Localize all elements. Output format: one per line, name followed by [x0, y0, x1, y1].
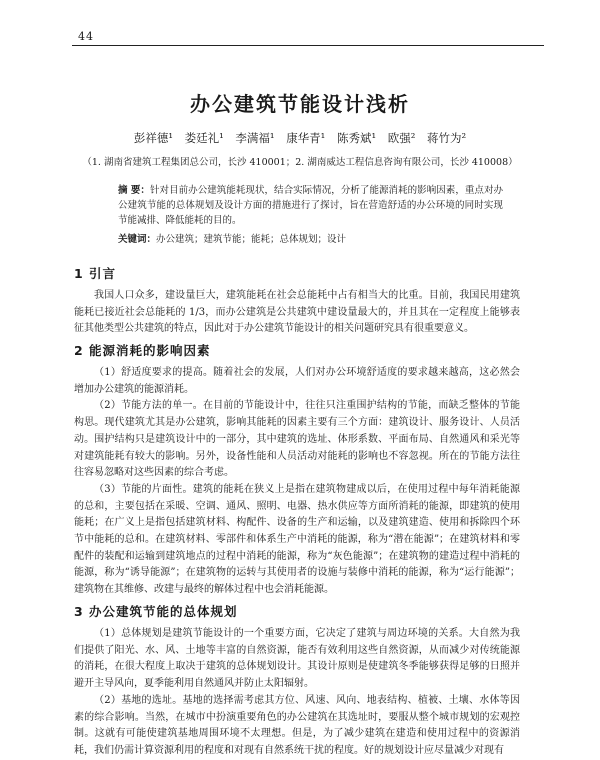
abstract-text: 针对目前办公建筑能耗现状，结合实际情况，分析了能源消耗的影响因素，重点对办公建筑节能的总体规划及设计方面的措施进行了探讨，旨在营造舒适的办公环境的同时实现节能减排、降低能耗的目的。	[118, 185, 503, 226]
affiliation: （1. 湖南省建筑工程集团总公司，长沙 410001；2. 湖南威达工程信息咨询有限公司，长沙 410008）	[82, 157, 518, 168]
author: 欧强²	[387, 131, 416, 145]
keywords	[118, 232, 503, 247]
keywords-label: 关键词：	[118, 234, 157, 245]
section-heading: 1 引言	[74, 266, 117, 281]
abstract	[118, 183, 503, 228]
author: 娄廷礼¹	[184, 131, 224, 145]
paper-title: 办公建筑节能设计浅析	[190, 92, 410, 116]
paragraph: （1）舒适度要求的提高。随着社会的发展，人们对办公环境舒适度的要求越来越高，这必然会增加办公建筑的能源消耗。	[74, 367, 520, 395]
paragraph: （1）总体规划是建筑节能设计的一个重要方面，它决定了建筑与周边环境的关系。大自然为我们提供了阳光、水、风、土地等丰富的自然资源，能否有效利用这些自然资源，从而减少对传统能源的消耗，在很大程度上取决于建筑的总体规划设计。其设计原则是使建筑冬季能够获得足够的日照并避开主导风向，夏季能利用自然通风并防止太阳辐射。	[74, 628, 520, 690]
section-overall-planning	[74, 602, 520, 760]
header-rule	[72, 45, 544, 46]
paragraph: （2）节能方法的单一。在目前的节能设计中，往往只注重围护结构的节能，而缺乏整体的节能构思。现代建筑尤其是办公建筑，影响其能耗的因素主要有三个方面：建筑设计、服务设计、人员活动。围护结构只是建筑设计中的一部分，其中建筑的选址、体形系数、平面布局、自然通风和采光等对建筑能耗有较大的影响。另外，设备性能和人员活动对能耗的影响也不容忽视。所在的节能方法往往容易忽略对这些因素的综合考虑。	[74, 400, 520, 479]
paragraph: （3）节能的片面性。建筑的能耗在狭义上是指在建筑物建成以后，在使用过程中每年消耗能源的总和，主要包括在采暖、空调、通风、照明、电器、热水供应等方面所消耗的能源，即建筑的使用能耗；在广义上是指包括建筑材料、构配件、设备的生产和运输，以及建筑建造、使用和拆除四个环节中能耗的总和。在建筑材料、零部件和体系生产中消耗的能源，称为“潜在能源”；在建筑材料和零配件的装配和运输到建筑地点的过程中消耗的能源，称为“灰色能源”；在建筑物的建造过程中消耗的能源，称为“诱导能源”；在建筑物的运转与其使用者的设施与装修中消耗的能源，称为“运行能源”；建筑物在其维修、改建与最终的解体过程中也会消耗能源。	[74, 483, 520, 596]
author: 彭祥德¹	[133, 131, 173, 145]
keywords-text: 办公建筑；建筑节能；能耗；总体规划；设计	[156, 234, 347, 245]
paragraph: 我国人口众多，建设量巨大，建筑能耗在社会总能耗中占有相当大的比重。目前，我国民用建筑能耗已接近社会总能耗的 1/3，而办公建筑是公共建筑中建设量最大的，并且其在一定程度上能够表征其他类型公共建筑的特点，因此对于办公建筑节能设计的相关问题研究具有很重要意义。	[74, 290, 520, 335]
abstract-label: 摘 要：	[118, 185, 150, 196]
author: 康华青¹	[286, 131, 326, 145]
author: 李满福¹	[235, 131, 275, 145]
author: 蒋竹为²	[427, 131, 467, 145]
section-energy-factors	[74, 341, 520, 599]
author-list	[0, 130, 600, 146]
section-heading: 2 能源消耗的影响因素	[74, 343, 211, 358]
paragraph: （2）基地的选址。基地的选择需考虑其方位、风速、风向、地表结构、植被、土壤、水体等因素的综合影响。当然，在城市中扮演重要角色的办公建筑在其选址时，要服从整个城市规划的宏观控制。这就有可能使建筑基地周围环境不太理想。但是，为了减少建筑在建造和使用过程中的资源消耗，我们仍需计算资源利用的程度和对现有自然系统干扰的程度。好的规划设计应尽量减少对现有	[74, 694, 520, 756]
section-heading: 3 办公建筑节能的总体规划	[74, 604, 238, 619]
section-introduction	[74, 264, 520, 338]
page-number: 44	[78, 30, 94, 43]
author: 陈秀斌¹	[336, 131, 377, 145]
